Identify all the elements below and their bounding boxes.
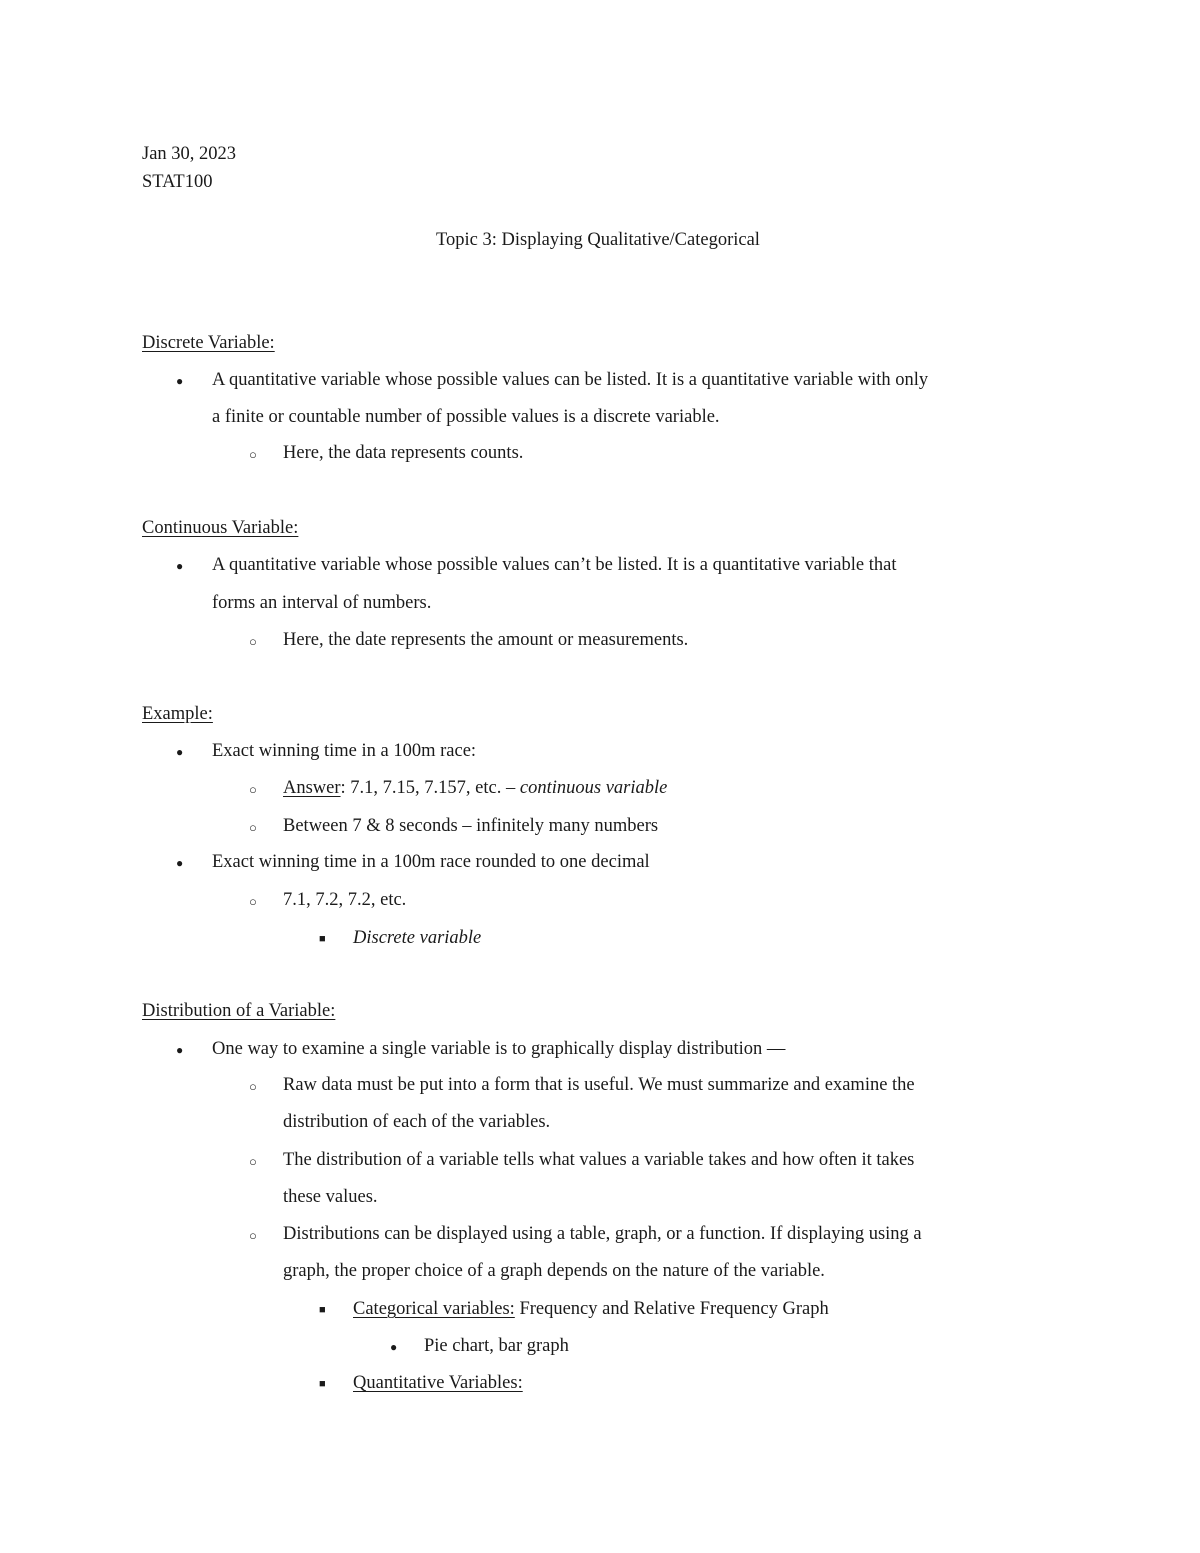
distribution-heading: Distribution of a Variable: (142, 1001, 336, 1021)
distribution-bullet1: One way to examine a single variable is to graphically display distribution — (212, 1039, 786, 1059)
document-title: Topic 3: Displaying Qualitative/Categorical (436, 230, 760, 250)
distribution-sub1-line2: distribution of each of the variables. (283, 1112, 551, 1132)
bullet-disc-icon: ● (176, 374, 184, 388)
continuous-sub-bullet: Here, the date represents the amount or measurements. (283, 630, 689, 650)
distribution-sub1-line1: Raw data must be put into a form that is useful. We must summarize and examine the (283, 1075, 915, 1095)
course-code: STAT100 (142, 172, 213, 192)
discrete-bullet-line1: A quantitative variable whose possible values can be listed. It is a quantitative variable with only (212, 370, 929, 390)
categorical-text: Frequency and Relative Frequency Graph (514, 1299, 829, 1319)
distribution-sub2-line2: these values. (283, 1187, 378, 1207)
bullet-disc-icon: ● (176, 559, 184, 573)
answer-label: Answer (283, 778, 341, 798)
bullet-disc-icon: ● (176, 1043, 184, 1057)
categorical-graph-types: Pie chart, bar graph (424, 1336, 569, 1356)
bullet-circle-icon: ○ (249, 894, 257, 909)
bullet-disc-icon: ● (390, 1340, 398, 1354)
bullet-disc-icon: ● (176, 856, 184, 870)
continuous-heading: Continuous Variable: (142, 518, 299, 538)
distribution-sub3-line1: Distributions can be displayed using a table, graph, or a function. If displaying using a (283, 1224, 922, 1244)
bullet-disc-icon: ● (176, 745, 184, 759)
answer-type: continuous variable (519, 778, 668, 798)
example-rounded-values: 7.1, 7.2, 7.2, etc. (283, 890, 407, 910)
bullet-square-icon: ■ (319, 1304, 326, 1316)
distribution-sub2-line1: The distribution of a variable tells what values a variable takes and how often it takes (283, 1150, 915, 1170)
bullet-square-icon: ■ (319, 1378, 326, 1390)
bullet-circle-icon: ○ (249, 447, 257, 462)
quantitative-variables-label: Quantitative Variables: (353, 1373, 523, 1393)
example-answer-line (283, 779, 667, 798)
distribution-sub3-line2: graph, the proper choice of a graph depends on the nature of the variable. (283, 1261, 825, 1281)
example-sub-bullet2: Between 7 & 8 seconds – infinitely many numbers (283, 816, 659, 836)
bullet-circle-icon: ○ (249, 634, 257, 649)
bullet-circle-icon: ○ (249, 1079, 257, 1094)
categorical-variables-line (353, 1300, 829, 1319)
bullet-square-icon: ■ (319, 933, 326, 945)
continuous-bullet-line2: forms an interval of numbers. (212, 593, 432, 613)
bullet-circle-icon: ○ (249, 820, 257, 835)
discrete-sub-bullet: Here, the data represents counts. (283, 443, 524, 463)
continuous-bullet-line1: A quantitative variable whose possible values can’t be listed. It is a quantitative variable that (212, 555, 897, 575)
date-text: Jan 30, 2023 (142, 144, 237, 164)
bullet-circle-icon: ○ (249, 1228, 257, 1243)
bullet-circle-icon: ○ (249, 782, 257, 797)
example-heading: Example: (142, 704, 213, 724)
example-bullet1: Exact winning time in a 100m race: (212, 741, 477, 761)
answer-values: : 7.1, 7.15, 7.157, etc. – (340, 778, 520, 798)
discrete-bullet-line2: a finite or countable number of possible values is a discrete variable. (212, 407, 720, 427)
bullet-circle-icon: ○ (249, 1154, 257, 1169)
categorical-label: Categorical variables: (353, 1299, 515, 1319)
discrete-heading: Discrete Variable: (142, 333, 275, 353)
example-discrete-label: Discrete variable (353, 928, 482, 948)
example-bullet2: Exact winning time in a 100m race rounded to one decimal (212, 852, 650, 872)
